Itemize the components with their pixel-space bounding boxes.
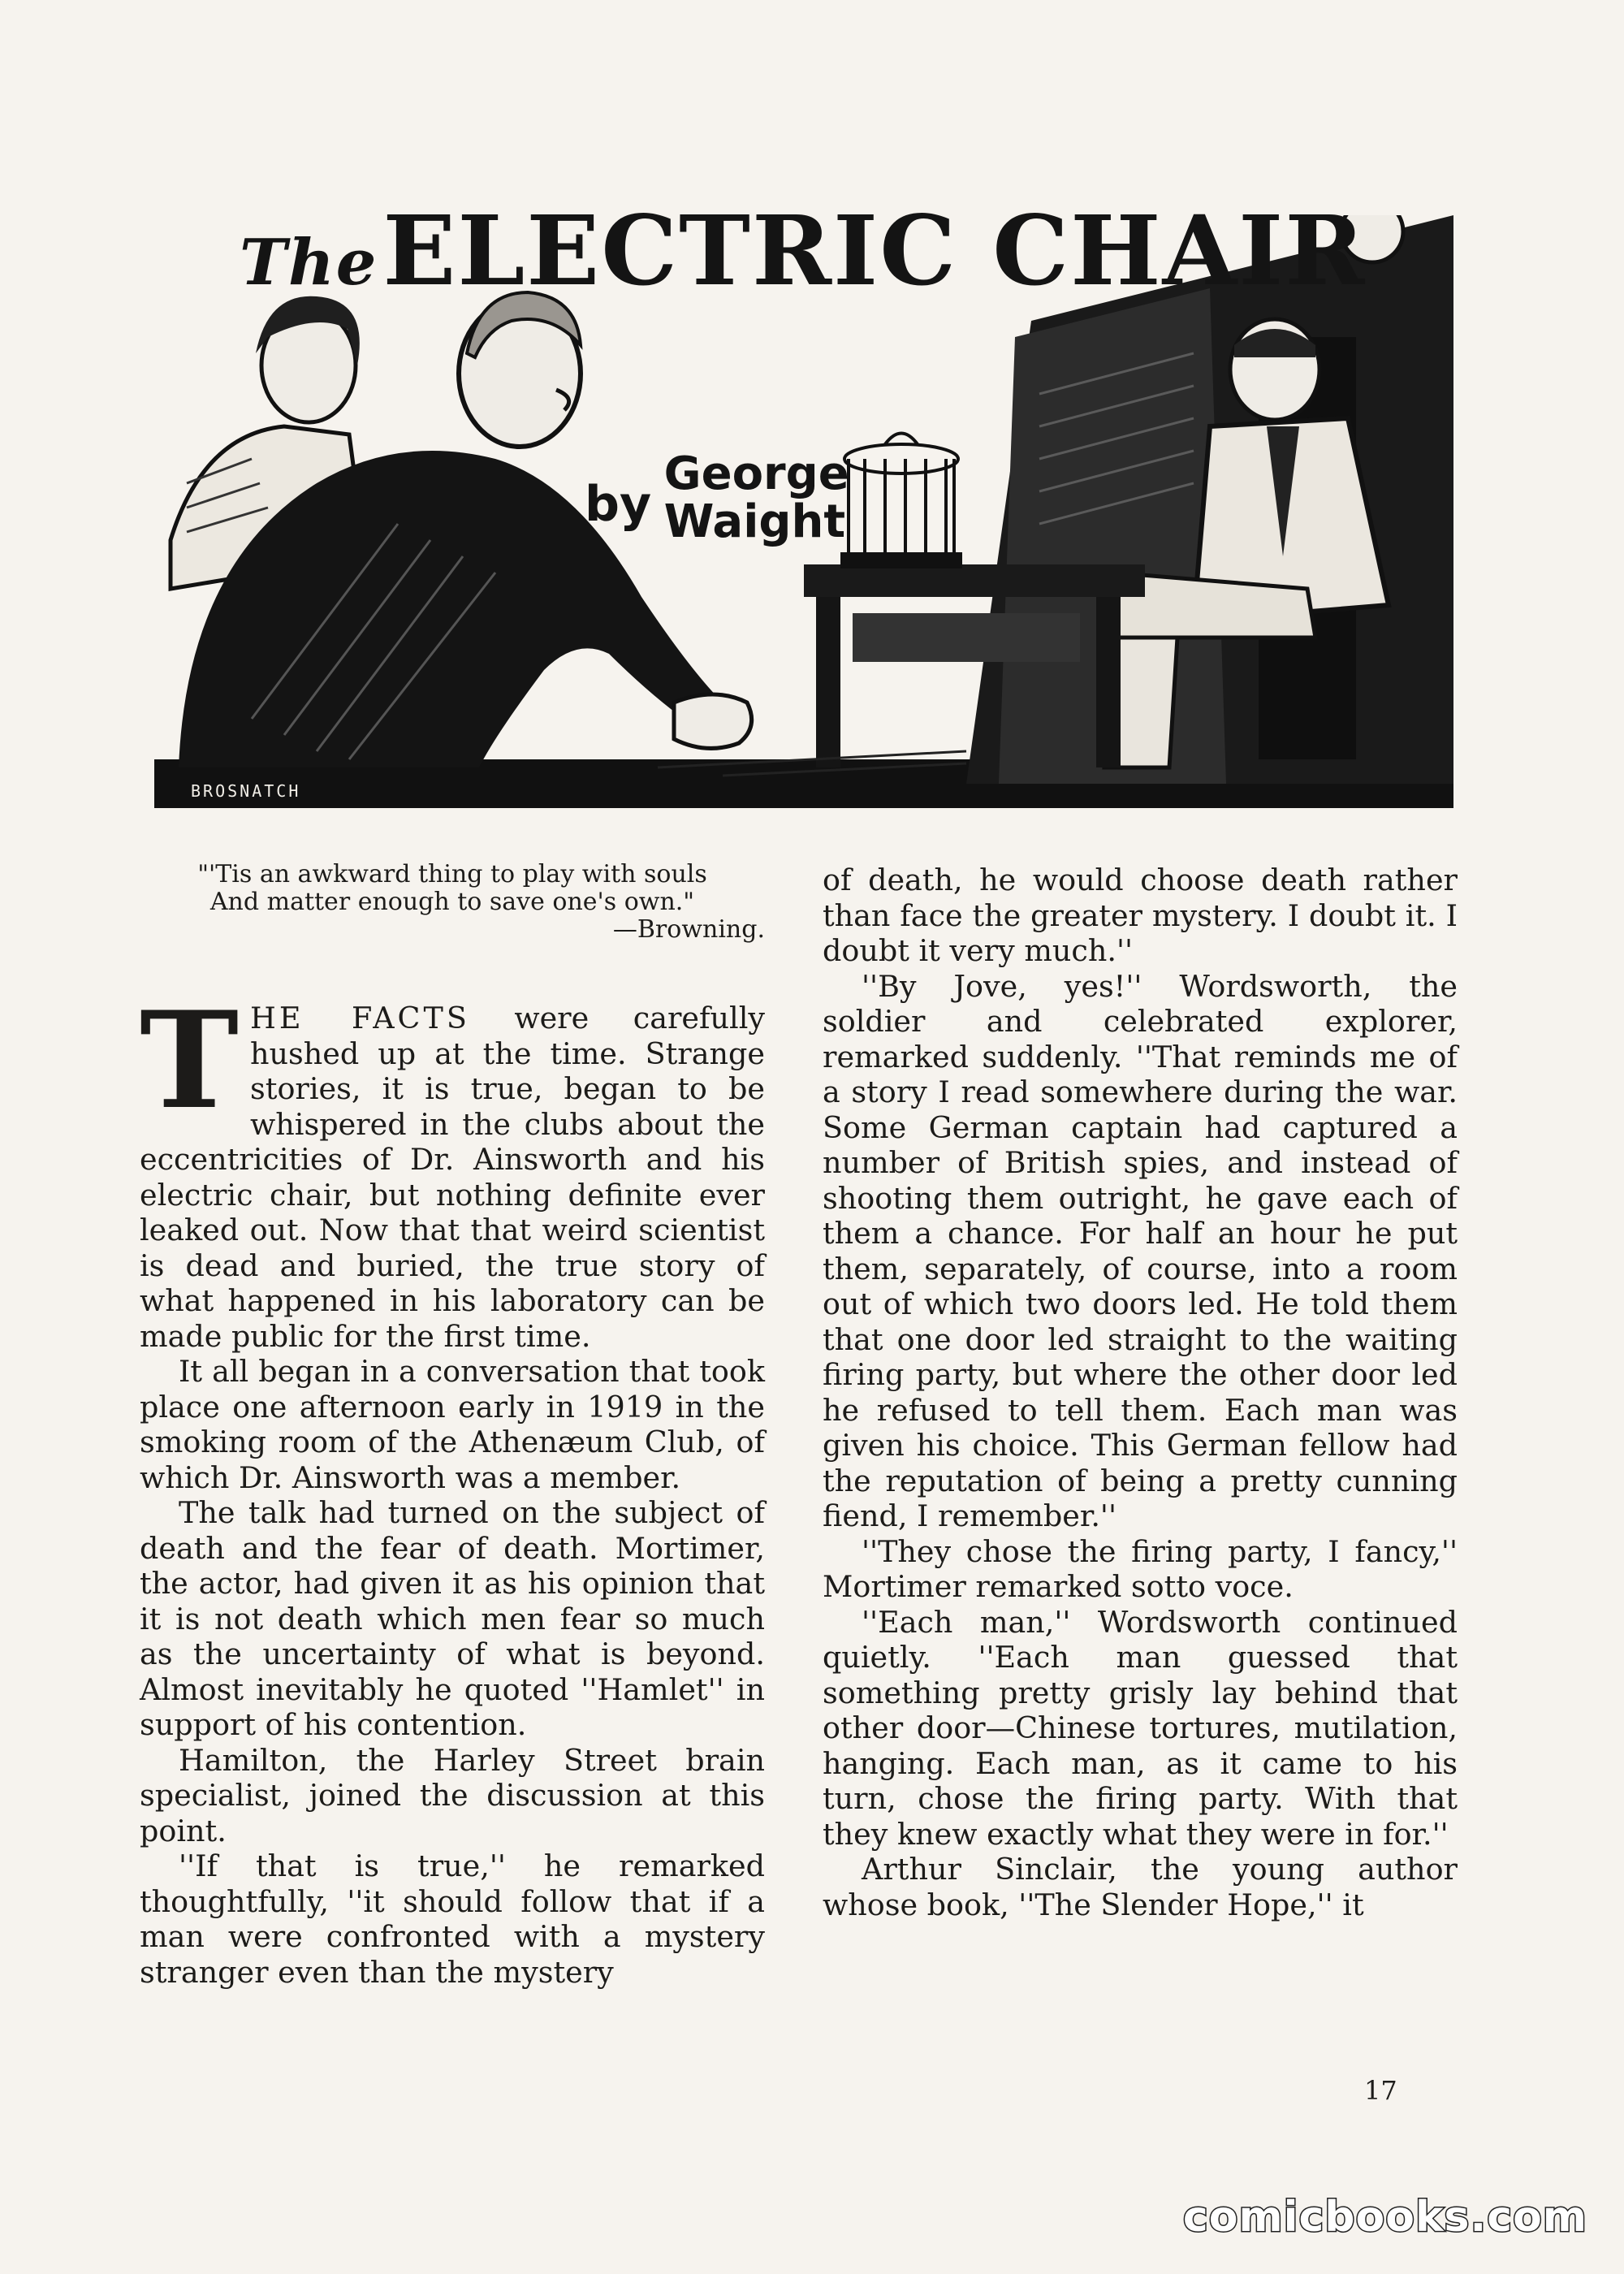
watermark: comicbooks.com xyxy=(1182,2193,1587,2242)
epigraph-line-2: And matter enough to save one's own." xyxy=(209,888,695,916)
paragraph: of death, he would choose death rather than face the greater mystery. I doubt it. I doubt it very much.'' xyxy=(823,862,1458,968)
artist-signature: BROSNATCH xyxy=(191,781,301,801)
epigraph-line-1: "'Tis an awkward thing to play with souls xyxy=(197,860,707,888)
title-main: ELECTRIC CHAIR xyxy=(382,194,1367,307)
paragraph: ''By Jove, yes!'' Wordsworth, the soldier and celebrated explorer, remarked suddenly. ''That reminds me of a story I read somewhere during the war. Some German captain had captured a number of British spies, and instead of shooting them outright, he gave each of them a chance. For half an hour he put them, separately, of course, into a room out of which two doors led. He told them that one door led straight to the waiting firing party, but where the other door led he refused to tell them. Each man was given his choice. This German fellow had the reputation of being a pretty cunning fiend, I remember.'' xyxy=(823,968,1458,1533)
page-number: 17 xyxy=(1364,2075,1397,2106)
author-name xyxy=(663,447,849,548)
drop-cap: T xyxy=(140,982,240,1139)
paragraph-text: were carefully hushed up at the time. Strange stories, it is true, began to be whispered in the clubs about the eccentricities of Dr. Ainsworth and his electric chair, but nothing definite ever leaked out. Now that that weird scientist is dead and buried, the true story of what happened in his laboratory can be made public for the first time. xyxy=(140,1001,765,1354)
opening-caps: HE FACTS xyxy=(250,1001,470,1035)
byline-by: by xyxy=(585,476,652,533)
epigraph xyxy=(140,861,765,944)
epigraph-attribution: —Browning. xyxy=(612,915,765,944)
paragraph: ''If that is true,'' he remarked thoughtfully, ''it should follow that if a man were confronted with a mystery stranger even than the mystery xyxy=(140,1848,765,1990)
right-column xyxy=(823,862,1458,1922)
paragraph: The talk had turned on the subject of death and the fear of death. Mortimer, the actor, had given it as his opinion that it is not death which men fear so much as the uncertainty of what is beyond. Almost inevitably he quoted ''Hamlet'' in support of his contention. xyxy=(140,1495,765,1742)
paragraph: It all began in a conversation that took place one afternoon early in 1919 in the smoking room of the Athenæum Club, of which Dr. Ainsworth was a member. xyxy=(140,1354,765,1495)
paragraph: Hamilton, the Harley Street brain specialist, joined the discussion at this point. xyxy=(140,1742,765,1848)
byline xyxy=(585,447,849,548)
paragraph: ''Each man,'' Wordsworth continued quietly. ''Each man guessed that something pretty grisly lay behind that other door—Chinese tortures, mutilation, hanging. Each man, as it came to his turn, chose the firing party. With that they knew exactly what they were in for.'' xyxy=(823,1604,1458,1852)
story-title xyxy=(240,194,1367,307)
left-column xyxy=(140,861,765,1990)
paragraph xyxy=(140,982,765,1354)
author-first: George xyxy=(663,447,849,500)
author-last: Waight xyxy=(663,495,846,548)
paragraph: Arthur Sinclair, the young author whose book, ''The Slender Hope,'' it xyxy=(823,1852,1458,1922)
title-the: The xyxy=(240,226,378,300)
paragraph: ''They chose the firing party, I fancy,'' Mortimer remarked sotto voce. xyxy=(823,1533,1458,1604)
